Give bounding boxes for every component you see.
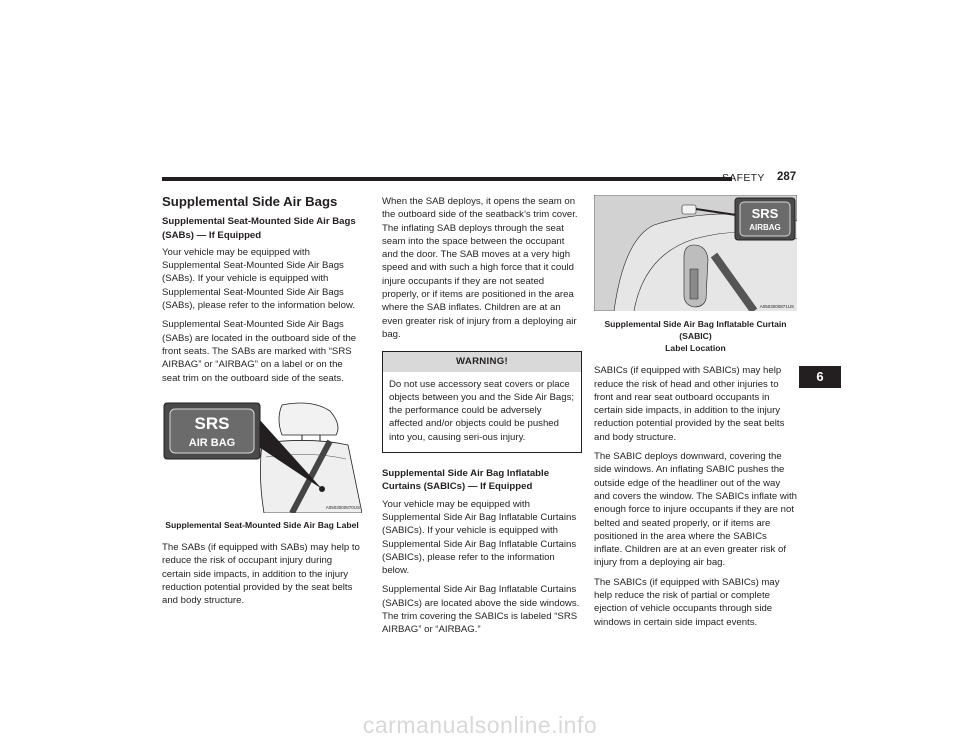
paragraph: SABICs (if equipped with SABICs) may help reduce the risk of head and other injuries to front and rear seat outboard occupants in certain side impacts, in addition to the injury reduction potential provided by the seat belts and body structure.	[594, 365, 785, 443]
paragraph: The SABICs (if equipped with SABICs) may help reduce the risk of partial or complete ejection of vehicle occupants through side windows in certain side impact events.	[594, 576, 780, 628]
column-3	[594, 195, 797, 635]
warning-title: WARNING!	[383, 352, 581, 371]
srs-label-text: SRS	[751, 206, 779, 221]
warning-text: Do not use accessory seat covers or place objects between you and the Side Air Bags; the performance could be adversely affected and/or objects could be pushed into you, causing seri-ous injury.	[389, 378, 575, 443]
figure-seat-airbag-label	[162, 401, 362, 531]
figure-caption-line: Supplemental Side Air Bag Inflatable Curtain (SABIC)	[604, 319, 787, 342]
figure-caption-line: Label Location	[665, 343, 726, 354]
paragraph: Supplemental Side Air Bag Inflatable Curtains (SABICs) are located above the side windows. The trim covering the SABICs is labeled “SRS AIRBAG” or “AIRBAG.”	[382, 584, 580, 636]
curtain-airbag-illustration	[594, 195, 797, 311]
seat-airbag-illustration	[162, 401, 362, 513]
warning-box	[382, 351, 582, 453]
paragraph: When the SAB deploys, it opens the seam on the outboard side of the seatback’s trim cover. The inflating SAB deploys through the seat seam into the space between the occupant and the door. The SAB moves at a very high speed and with such a high force that it could injure occupants if they are not seated properly, or if items are positioned in the area where the SAB inflates. Children are at an even greater risk of injury from a deploying air bag.	[382, 196, 578, 340]
airbag-label-text: AIR BAG	[188, 436, 236, 449]
paragraph: Your vehicle may be equipped with Supplemental Side Air Bag Inflatable Curtains (SABICs). If your vehicle is equipped with Supplemental Side Air Bag Inflatable Curtains (SABICs), please refer to the information below.	[382, 498, 577, 577]
chapter-tab: 6	[799, 366, 841, 388]
srs-label-text: SRS	[194, 413, 230, 433]
section-title: SAFETY	[722, 172, 765, 184]
figure-caption	[594, 318, 797, 354]
figure-curtain-airbag-label	[594, 195, 797, 354]
figure-code: A0503000871US	[759, 304, 794, 309]
subsection-heading-sab: Supplemental Seat-Mounted Side Air Bags (SABs) — If Equipped	[162, 216, 356, 241]
subsection-heading-sabic: Supplemental Side Air Bag Inflatable Curtains (SABICs) — If Equipped	[382, 468, 550, 493]
paragraph: The SABs (if equipped with SABs) may help to reduce the risk of occupant injury during certain side impacts, in addition to the injury reduction potential provided by the seat belts and body structure.	[162, 542, 360, 607]
column-1	[162, 195, 362, 614]
airbag-label-text: AIRBAG	[749, 223, 781, 232]
paragraph: Your vehicle may be equipped with Supplemental Seat-Mounted Side Air Bags (SABs). If your vehicle is equipped with Supplemental Seat-Mounted Side Air Bags (SABs), please refer to the information below.	[162, 246, 356, 312]
figure-caption: Supplemental Seat-Mounted Side Air Bag Label	[165, 520, 359, 531]
section-heading: Supplemental Side Air Bags	[162, 194, 338, 209]
column-2	[382, 195, 582, 643]
watermark: carmanualsonline.info	[362, 712, 598, 738]
header-rule	[162, 177, 732, 181]
paragraph: The SABIC deploys downward, covering the side windows. An inflating SABIC pushes the outside edge of the headliner out of the way and covers the window. The SABICs inflate with enough force to injure occupants if they are not belted and seated properly, or if items are positioned in the area where the SABICs inflate. Children are at an even greater risk of injury from a deploying air bag.	[594, 451, 797, 569]
paragraph: Supplemental Seat-Mounted Side Air Bags (SABs) are located in the outboard side of the front seats. The SABs are marked with “SRS AIRBAG” or “AIRBAG” on a label or on the seat trim on the outboard side of the seats.	[162, 319, 357, 384]
figure-code: A0503000870US	[325, 504, 360, 510]
page-number: 287	[777, 171, 797, 183]
